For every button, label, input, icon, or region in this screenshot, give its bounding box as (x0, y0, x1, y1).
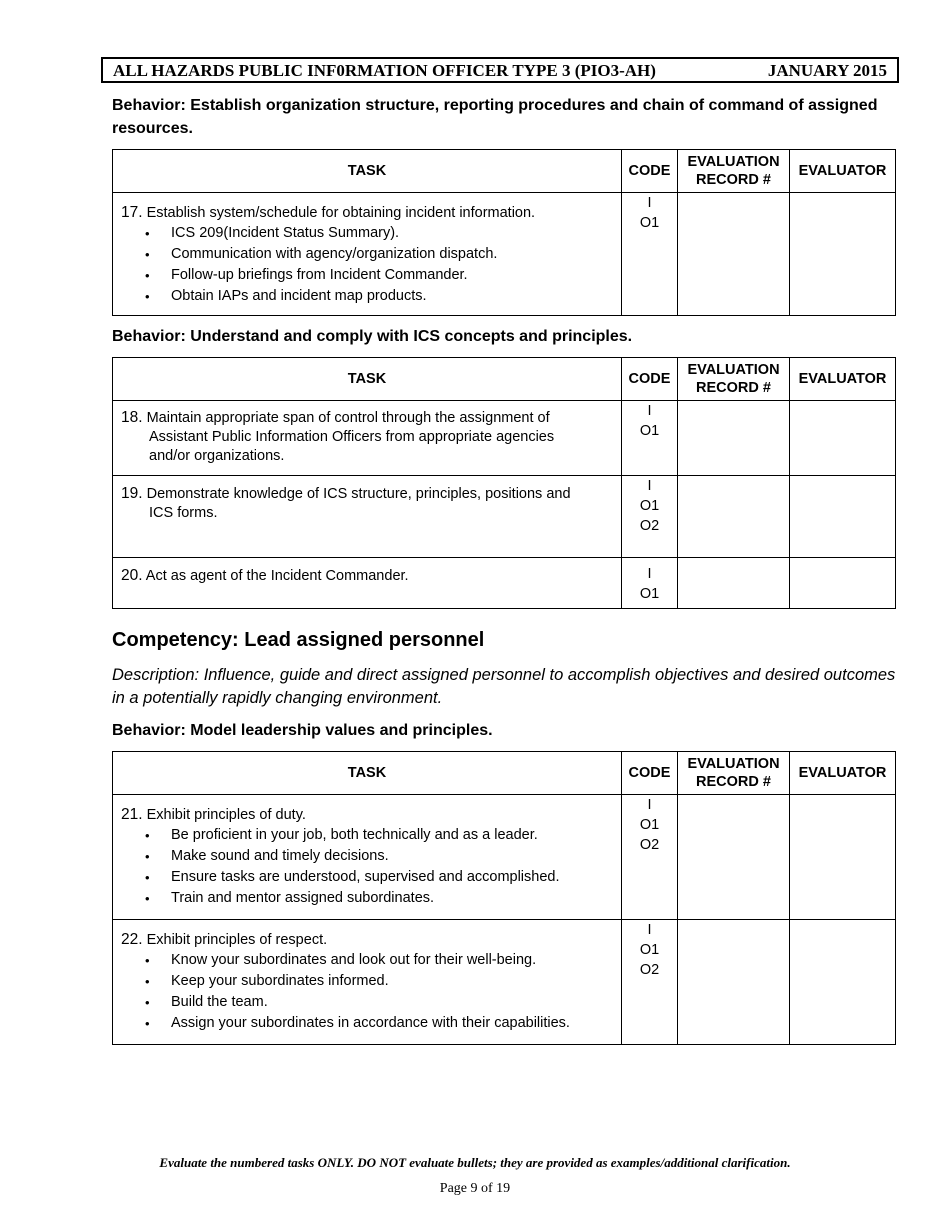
task-text: Exhibit principles of duty. (146, 807, 306, 823)
task-text: and/or organizations. (149, 448, 285, 464)
task-number: 17. (121, 204, 143, 221)
column-header-evaluation-record: EVALUATION RECORD # (678, 150, 790, 193)
task-bullets (121, 950, 613, 1034)
list-item: • ICS 209(Incident Status Summary). (121, 223, 613, 244)
list-item: • Keep your subordinates informed. (121, 971, 613, 992)
task-cell (113, 795, 622, 920)
table-row (113, 795, 896, 920)
task-text: ICS forms. (149, 505, 218, 521)
code-cell: I O1 O2 (622, 476, 678, 558)
code-cell: I O1 O2 (622, 795, 678, 920)
footer-note: Evaluate the numbered tasks ONLY. DO NOT evaluate bullets; they are provided as examples/additional clarification. (159, 1155, 791, 1170)
task-text: Act as agent of the Incident Commander. (145, 568, 409, 584)
bullet-icon: • (145, 1016, 150, 1031)
list-item: • Be proficient in your job, both technically and as a leader. (121, 825, 613, 846)
task-cell (113, 476, 622, 558)
task-table-2 (112, 357, 896, 609)
list-item: • Follow-up briefings from Incident Commander. (121, 265, 613, 286)
bullet-icon: • (145, 953, 150, 968)
task-number: 22. (121, 931, 143, 948)
column-header-evaluator: EVALUATOR (790, 150, 896, 193)
code-cell: I O1 (622, 401, 678, 476)
task-text: Exhibit principles of respect. (146, 932, 328, 948)
evaluator-cell (790, 920, 896, 1045)
bullet-icon: • (145, 974, 150, 989)
document-header (101, 57, 899, 83)
bullet-icon: • (145, 289, 150, 304)
behavior-heading-3: Behavior: Model leadership values and principles. (112, 722, 493, 739)
evaluation-record-cell (678, 558, 790, 609)
behavior-heading-2: Behavior: Understand and comply with ICS concepts and principles. (112, 328, 633, 345)
column-header-evaluator: EVALUATOR (790, 358, 896, 401)
list-item: • Make sound and timely decisions. (121, 846, 613, 867)
table-row (113, 920, 896, 1045)
competency-description: Description: Influence, guide and direct assigned personnel to accomplish objectives and desired outcomes in a potentially rapidly changing environment. (112, 666, 896, 707)
evaluator-cell (790, 401, 896, 476)
code-cell: I O1 (622, 558, 678, 609)
task-text: Establish system/schedule for obtaining incident information. (146, 205, 536, 221)
list-item: • Know your subordinates and look out for their well-being. (121, 950, 613, 971)
task-text: Assistant Public Information Officers from appropriate agencies (149, 429, 555, 445)
list-item: • Ensure tasks are understood, supervised and accomplished. (121, 867, 613, 888)
page-number: Page 9 of 19 (439, 1181, 511, 1196)
competency-heading: Competency: Lead assigned personnel (112, 629, 485, 651)
task-number: 18. (121, 409, 143, 426)
task-number: 19. (121, 485, 143, 502)
bullet-icon: • (145, 226, 150, 241)
column-header-task: TASK (113, 358, 622, 401)
task-cell (113, 920, 622, 1045)
table-row (113, 558, 896, 609)
table-header-row (113, 752, 896, 795)
code-cell: I O1 O2 (622, 920, 678, 1045)
column-header-evaluator: EVALUATOR (790, 752, 896, 795)
column-header-task: TASK (113, 150, 622, 193)
bullet-icon: • (145, 849, 150, 864)
column-header-evaluation-record: EVALUATION RECORD # (678, 752, 790, 795)
evaluation-record-cell (678, 476, 790, 558)
task-bullets (121, 825, 613, 909)
list-item: • Communication with agency/organization dispatch. (121, 244, 613, 265)
table-row (113, 193, 896, 316)
list-item: • Build the team. (121, 992, 613, 1013)
column-header-evaluation-record: EVALUATION RECORD # (678, 358, 790, 401)
list-item: • Assign your subordinates in accordance with their capabilities. (121, 1013, 613, 1034)
task-bullets (121, 223, 613, 307)
evaluation-record-cell (678, 193, 790, 316)
list-item: • Obtain IAPs and incident map products. (121, 286, 613, 307)
behavior-heading-1: Behavior: Establish organization structure, reporting procedures and chain of command of assigned resources. (112, 97, 878, 137)
table-row (113, 476, 896, 558)
list-item: • Train and mentor assigned subordinates. (121, 888, 613, 909)
column-header-task: TASK (113, 752, 622, 795)
bullet-icon: • (145, 268, 150, 283)
evaluator-cell (790, 795, 896, 920)
evaluation-record-cell (678, 795, 790, 920)
task-number: 21. (121, 806, 143, 823)
task-number: 20. (121, 567, 143, 584)
task-text: Maintain appropriate span of control through the assignment of (146, 410, 550, 426)
evaluator-cell (790, 193, 896, 316)
evaluation-record-cell (678, 401, 790, 476)
table-row (113, 401, 896, 476)
column-header-code: CODE (622, 752, 678, 795)
document-date: JANUARY 2015 (767, 61, 887, 80)
table-header-row (113, 150, 896, 193)
code-cell: I O1 (622, 193, 678, 316)
bullet-icon: • (145, 247, 150, 262)
table-header-row (113, 358, 896, 401)
bullet-icon: • (145, 870, 150, 885)
evaluator-cell (790, 558, 896, 609)
evaluator-cell (790, 476, 896, 558)
evaluation-record-cell (678, 920, 790, 1045)
column-header-code: CODE (622, 358, 678, 401)
task-text: Demonstrate knowledge of ICS structure, principles, positions and (146, 486, 571, 502)
task-cell (113, 193, 622, 316)
bullet-icon: • (145, 828, 150, 843)
document-title: ALL HAZARDS PUBLIC INF0RMATION OFFICER TYPE 3 (PIO3-AH) (113, 61, 656, 80)
column-header-code: CODE (622, 150, 678, 193)
task-cell (113, 401, 622, 476)
bullet-icon: • (145, 995, 150, 1010)
bullet-icon: • (145, 891, 150, 906)
task-table-1 (112, 149, 896, 316)
task-cell (113, 558, 622, 609)
task-table-3 (112, 751, 896, 1045)
